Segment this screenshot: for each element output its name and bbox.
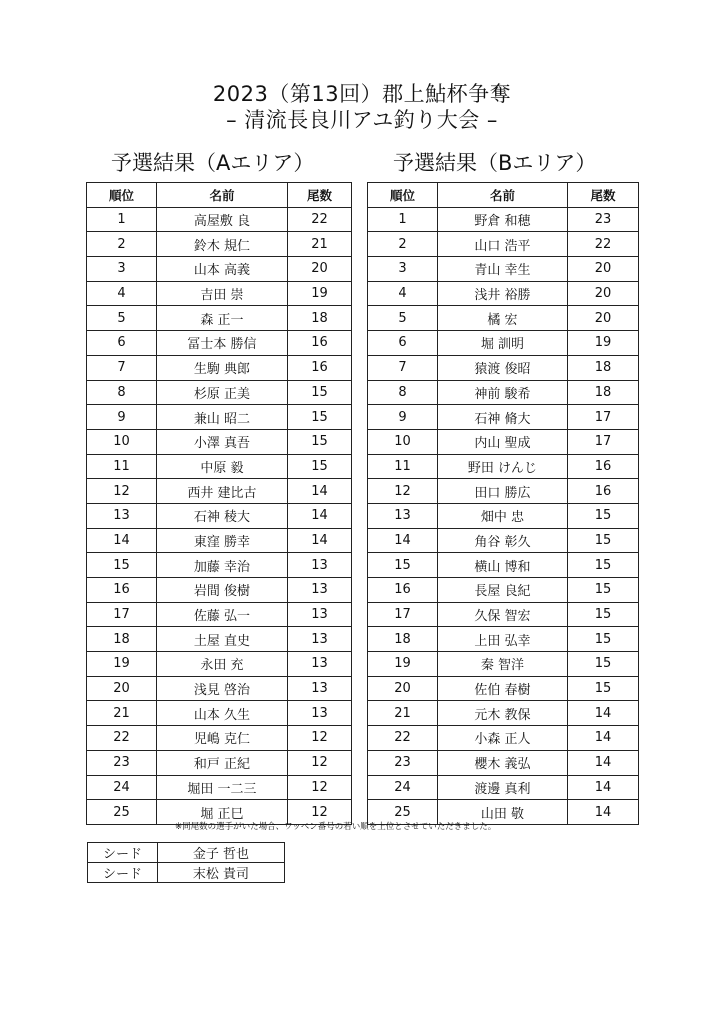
count-cell: 15 — [568, 553, 639, 578]
count-cell: 15 — [568, 602, 639, 627]
header-rank: 順位 — [368, 183, 438, 208]
name-cell: 角谷 彰久 — [438, 528, 568, 553]
name-cell: 吉田 崇 — [157, 281, 288, 306]
rank-cell: 25 — [368, 800, 438, 825]
area-b-results-table — [367, 182, 639, 825]
rank-cell: 21 — [368, 701, 438, 726]
name-cell: 野倉 和穂 — [438, 207, 568, 232]
name-cell: 野田 けんじ — [438, 454, 568, 479]
name-cell: 堀田 一二三 — [157, 775, 288, 800]
count-cell: 18 — [288, 306, 352, 331]
count-cell: 15 — [568, 528, 639, 553]
name-cell: 長屋 良紀 — [438, 578, 568, 603]
name-cell: 櫻木 義弘 — [438, 750, 568, 775]
name-cell: 石神 稜大 — [157, 503, 288, 528]
count-cell: 13 — [288, 553, 352, 578]
name-cell: 青山 幸生 — [438, 257, 568, 282]
name-cell: 神前 駿希 — [438, 380, 568, 405]
header-row — [368, 183, 639, 208]
rank-cell: 3 — [368, 257, 438, 282]
name-cell: 中原 毅 — [157, 454, 288, 479]
table-row — [368, 207, 639, 232]
count-cell: 14 — [568, 750, 639, 775]
table-row — [87, 257, 352, 282]
count-cell: 16 — [288, 331, 352, 356]
count-cell: 14 — [288, 479, 352, 504]
name-cell: 田口 勝広 — [438, 479, 568, 504]
count-cell: 12 — [288, 800, 352, 825]
table-row — [87, 726, 352, 751]
count-cell: 20 — [568, 306, 639, 331]
table-row — [87, 602, 352, 627]
count-cell: 20 — [288, 257, 352, 282]
name-cell: 森 正一 — [157, 306, 288, 331]
name-cell: 石神 脩大 — [438, 405, 568, 430]
seed-name: 末松 貴司 — [158, 863, 285, 883]
area-b-heading: 予選結果（Bエリア） — [393, 151, 597, 175]
count-cell: 15 — [288, 380, 352, 405]
table-row — [368, 380, 639, 405]
table-row — [87, 281, 352, 306]
table-row — [368, 503, 639, 528]
table-row — [368, 454, 639, 479]
table-row — [87, 553, 352, 578]
name-cell: 秦 智洋 — [438, 652, 568, 677]
table-row — [87, 503, 352, 528]
count-cell: 19 — [568, 331, 639, 356]
table-row — [368, 429, 639, 454]
seed-label: シード — [88, 863, 158, 883]
count-cell: 14 — [568, 800, 639, 825]
count-cell: 15 — [568, 578, 639, 603]
table-row — [368, 479, 639, 504]
table-row — [87, 528, 352, 553]
count-cell: 15 — [568, 627, 639, 652]
rank-cell: 23 — [87, 750, 157, 775]
table-row — [87, 380, 352, 405]
rank-cell: 13 — [368, 503, 438, 528]
rank-cell: 2 — [87, 232, 157, 257]
count-cell: 15 — [568, 652, 639, 677]
name-cell: 畑中 忠 — [438, 503, 568, 528]
rank-cell: 10 — [87, 429, 157, 454]
name-cell: 鈴木 規仁 — [157, 232, 288, 257]
area-a-heading: 予選結果（Aエリア） — [111, 151, 315, 175]
name-cell: 内山 聖成 — [438, 429, 568, 454]
count-cell: 13 — [288, 627, 352, 652]
name-cell: 山本 久生 — [157, 701, 288, 726]
area-a-results-table — [86, 182, 352, 825]
rank-cell: 15 — [368, 553, 438, 578]
count-cell: 14 — [288, 528, 352, 553]
table-row — [87, 232, 352, 257]
table-row — [368, 726, 639, 751]
table-row — [368, 775, 639, 800]
name-cell: 冨士本 勝信 — [157, 331, 288, 356]
table-row — [368, 232, 639, 257]
rank-cell: 20 — [87, 676, 157, 701]
rank-cell: 24 — [368, 775, 438, 800]
table-row — [368, 528, 639, 553]
seed-label: シード — [88, 843, 158, 863]
header-rank: 順位 — [87, 183, 157, 208]
rank-cell: 15 — [87, 553, 157, 578]
table-row — [87, 429, 352, 454]
header-count: 尾数 — [288, 183, 352, 208]
rank-cell: 1 — [368, 207, 438, 232]
count-cell: 19 — [288, 281, 352, 306]
rank-cell: 8 — [368, 380, 438, 405]
page-title: 2023（第13回）郡上鮎杯争奪 — [212, 82, 512, 106]
table-row — [368, 331, 639, 356]
table-row — [368, 355, 639, 380]
table-row — [87, 775, 352, 800]
rank-cell: 14 — [87, 528, 157, 553]
name-cell: 横山 博和 — [438, 553, 568, 578]
table-row — [368, 578, 639, 603]
rank-cell: 9 — [87, 405, 157, 430]
table-row — [87, 701, 352, 726]
header-count: 尾数 — [568, 183, 639, 208]
rank-cell: 9 — [368, 405, 438, 430]
seed-row — [88, 843, 285, 863]
table-row — [368, 652, 639, 677]
count-cell: 17 — [568, 429, 639, 454]
name-cell: 兼山 昭二 — [157, 405, 288, 430]
count-cell: 15 — [288, 405, 352, 430]
name-cell: 猿渡 俊昭 — [438, 355, 568, 380]
name-cell: 堀 訓明 — [438, 331, 568, 356]
rank-cell: 10 — [368, 429, 438, 454]
count-cell: 18 — [568, 355, 639, 380]
name-cell: 山本 高義 — [157, 257, 288, 282]
count-cell: 16 — [568, 479, 639, 504]
table-row — [368, 701, 639, 726]
name-cell: 生駒 典郎 — [157, 355, 288, 380]
name-cell: 橘 宏 — [438, 306, 568, 331]
seed-table — [87, 842, 285, 883]
count-cell: 15 — [568, 676, 639, 701]
name-cell: 久保 智宏 — [438, 602, 568, 627]
name-cell: 渡邊 真利 — [438, 775, 568, 800]
name-cell: 浅井 裕勝 — [438, 281, 568, 306]
name-cell: 永田 充 — [157, 652, 288, 677]
table-row — [368, 281, 639, 306]
count-cell: 15 — [288, 429, 352, 454]
rank-cell: 16 — [87, 578, 157, 603]
rank-cell: 7 — [87, 355, 157, 380]
count-cell: 13 — [288, 676, 352, 701]
name-cell: 山口 浩平 — [438, 232, 568, 257]
name-cell: 和戸 正紀 — [157, 750, 288, 775]
table-row — [87, 676, 352, 701]
rank-cell: 25 — [87, 800, 157, 825]
rank-cell: 13 — [87, 503, 157, 528]
count-cell: 13 — [288, 652, 352, 677]
table-row — [87, 479, 352, 504]
count-cell: 22 — [568, 232, 639, 257]
rank-cell: 22 — [87, 726, 157, 751]
name-cell: 元木 教保 — [438, 701, 568, 726]
count-cell: 14 — [568, 701, 639, 726]
name-cell: 岩間 俊樹 — [157, 578, 288, 603]
name-cell: 佐藤 弘一 — [157, 602, 288, 627]
table-row — [368, 627, 639, 652]
rank-cell: 1 — [87, 207, 157, 232]
count-cell: 12 — [288, 726, 352, 751]
rank-cell: 17 — [87, 602, 157, 627]
rank-cell: 22 — [368, 726, 438, 751]
count-cell: 17 — [568, 405, 639, 430]
rank-cell: 6 — [368, 331, 438, 356]
rank-cell: 12 — [87, 479, 157, 504]
table-row — [87, 331, 352, 356]
rank-cell: 16 — [368, 578, 438, 603]
rank-cell: 24 — [87, 775, 157, 800]
name-cell: 東窪 勝幸 — [157, 528, 288, 553]
header-row — [87, 183, 352, 208]
table-row — [87, 306, 352, 331]
rank-cell: 4 — [87, 281, 157, 306]
name-cell: 堀 正巳 — [157, 800, 288, 825]
name-cell: 上田 弘幸 — [438, 627, 568, 652]
count-cell: 22 — [288, 207, 352, 232]
table-row — [368, 257, 639, 282]
table-row — [87, 578, 352, 603]
rank-cell: 20 — [368, 676, 438, 701]
name-cell: 西井 建比古 — [157, 479, 288, 504]
count-cell: 18 — [568, 380, 639, 405]
name-cell: 土屋 直史 — [157, 627, 288, 652]
rank-cell: 3 — [87, 257, 157, 282]
page-subtitle: – 清流長良川アユ釣り大会 – — [226, 108, 498, 132]
table-row — [368, 602, 639, 627]
seed-name: 金子 哲也 — [158, 843, 285, 863]
count-cell: 13 — [288, 701, 352, 726]
count-cell: 14 — [568, 726, 639, 751]
count-cell: 15 — [568, 503, 639, 528]
rank-cell: 2 — [368, 232, 438, 257]
table-row — [368, 306, 639, 331]
table-row — [87, 355, 352, 380]
rank-cell: 8 — [87, 380, 157, 405]
name-cell: 児嶋 克仁 — [157, 726, 288, 751]
table-row — [87, 652, 352, 677]
table-row — [87, 627, 352, 652]
seed-row — [88, 863, 285, 883]
table-row — [368, 405, 639, 430]
table-row — [87, 405, 352, 430]
count-cell: 12 — [288, 750, 352, 775]
count-cell: 13 — [288, 602, 352, 627]
rank-cell: 7 — [368, 355, 438, 380]
count-cell: 20 — [568, 281, 639, 306]
rank-cell: 21 — [87, 701, 157, 726]
header-name: 名前 — [157, 183, 288, 208]
table-row — [368, 553, 639, 578]
rank-cell: 23 — [368, 750, 438, 775]
table-row — [368, 750, 639, 775]
rank-cell: 12 — [368, 479, 438, 504]
table-row — [87, 207, 352, 232]
count-cell: 23 — [568, 207, 639, 232]
name-cell: 小森 正人 — [438, 726, 568, 751]
name-cell: 浅見 啓治 — [157, 676, 288, 701]
rank-cell: 4 — [368, 281, 438, 306]
rank-cell: 11 — [87, 454, 157, 479]
name-cell: 小澤 真吾 — [157, 429, 288, 454]
count-cell: 15 — [288, 454, 352, 479]
count-cell: 16 — [288, 355, 352, 380]
count-cell: 21 — [288, 232, 352, 257]
table-row — [87, 454, 352, 479]
count-cell: 16 — [568, 454, 639, 479]
rank-cell: 19 — [368, 652, 438, 677]
name-cell: 佐伯 春樹 — [438, 676, 568, 701]
rank-cell: 18 — [368, 627, 438, 652]
name-cell: 高屋敷 良 — [157, 207, 288, 232]
count-cell: 14 — [288, 503, 352, 528]
tie-break-note: ※同尾数の選手がいた場合、ワッペン番号の若い順を上位とさせていただきました。 — [175, 822, 497, 832]
rank-cell: 11 — [368, 454, 438, 479]
count-cell: 13 — [288, 578, 352, 603]
rank-cell: 5 — [368, 306, 438, 331]
count-cell: 20 — [568, 257, 639, 282]
count-cell: 14 — [568, 775, 639, 800]
rank-cell: 17 — [368, 602, 438, 627]
name-cell: 杉原 正美 — [157, 380, 288, 405]
rank-cell: 5 — [87, 306, 157, 331]
table-row — [368, 676, 639, 701]
rank-cell: 19 — [87, 652, 157, 677]
header-name: 名前 — [438, 183, 568, 208]
name-cell: 山田 敬 — [438, 800, 568, 825]
rank-cell: 6 — [87, 331, 157, 356]
table-row — [87, 750, 352, 775]
rank-cell: 14 — [368, 528, 438, 553]
name-cell: 加藤 幸治 — [157, 553, 288, 578]
count-cell: 12 — [288, 775, 352, 800]
rank-cell: 18 — [87, 627, 157, 652]
